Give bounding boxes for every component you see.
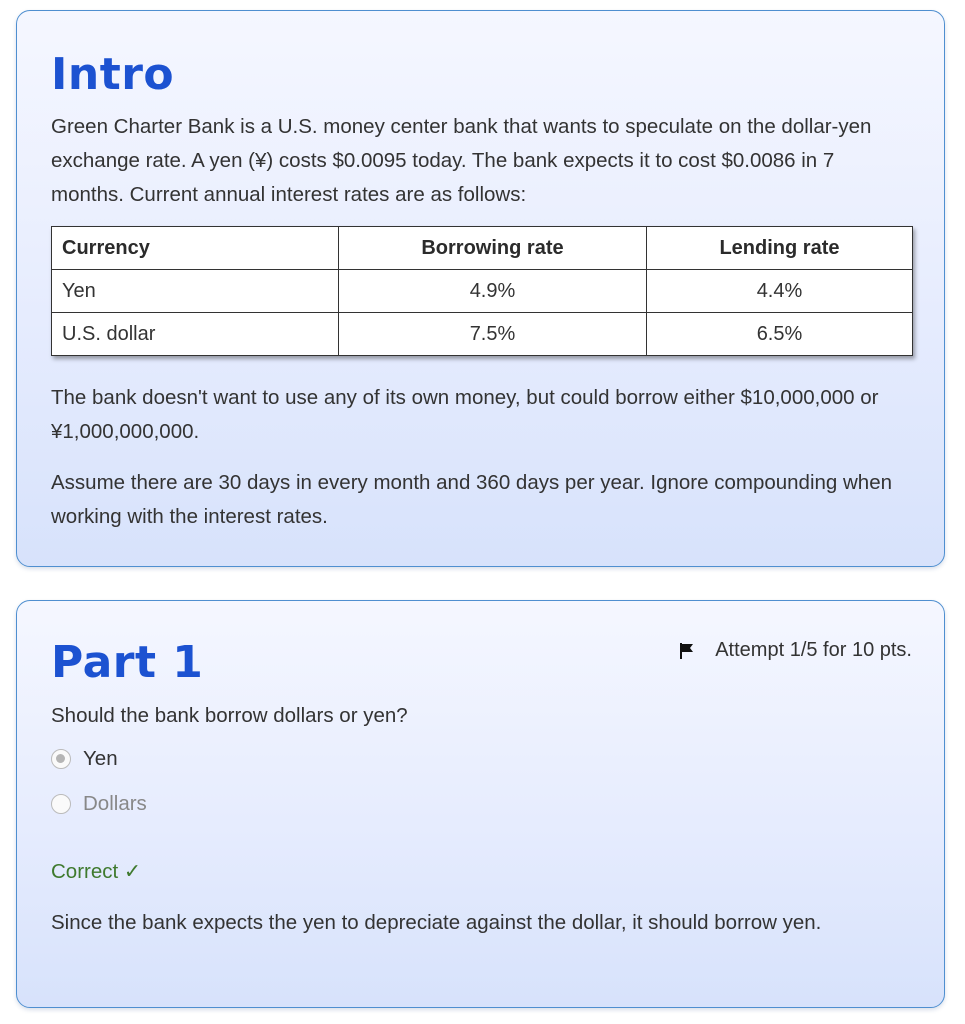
intro-paragraph-assumptions: Assume there are 30 days in every month and 360 days per year. Ignore compounding when working with the interest rates. [51,471,893,528]
table-row [52,313,913,356]
column-header-borrowing-rate: Borrowing rate [339,227,647,270]
question-text: Should the bank borrow dollars or yen? [51,704,408,727]
part1-title: Part 1 [51,637,204,688]
intro-title: Intro [51,49,175,100]
part1-card [16,600,945,1008]
currency-cell: U.S. dollar [52,313,339,356]
interest-rate-table [51,226,913,356]
currency-cell: Yen [52,270,339,313]
column-header-lending-rate: Lending rate [646,227,912,270]
feedback-correct: Correct ✓ [51,860,142,883]
flag-icon[interactable] [679,642,695,660]
borrowing-rate-cell: 7.5% [339,313,647,356]
option-dollars[interactable] [51,792,147,816]
radio-yen[interactable] [51,749,71,769]
borrowing-rate-cell: 4.9% [339,270,647,313]
column-header-currency: Currency [52,227,339,270]
radio-dollars[interactable] [51,794,71,814]
attempt-label: Attempt 1/5 for 10 pts. [715,639,912,661]
intro-card [16,10,945,567]
lending-rate-cell: 4.4% [646,270,912,313]
option-label-dollars: Dollars [83,792,147,815]
intro-paragraph: Green Charter Bank is a U.S. money center bank that wants to speculate on the dollar-yen exchange rate. A yen (¥) costs $0.0095 today. The bank expects it to cost $0.0086 in 7 months. Current annual interest rates are as follows: [51,115,872,206]
intro-paragraph-borrowing: The bank doesn't want to use any of its own money, but could borrow either $10,000,000 or ¥1,000,000,000. [51,386,879,443]
table-row [52,270,913,313]
table-header-row [52,227,913,270]
option-yen[interactable] [51,747,118,771]
option-label-yen: Yen [83,747,118,770]
explanation-text: Since the bank expects the yen to depreciate against the dollar, it should borrow yen. [51,911,822,934]
lending-rate-cell: 6.5% [646,313,912,356]
attempt-info [679,639,912,662]
